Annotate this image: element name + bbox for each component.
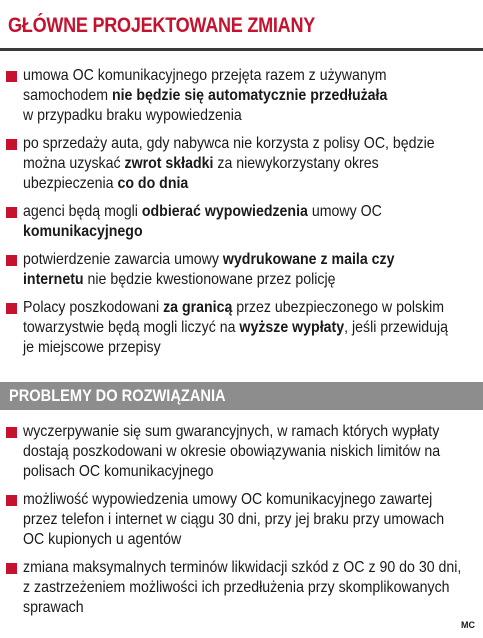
section-header-bar (0, 382, 483, 410)
square-bullet-icon (6, 427, 17, 438)
square-bullet-icon (6, 563, 17, 574)
author-credit: MC (461, 620, 475, 630)
square-bullet-icon (6, 303, 17, 314)
section-title: PROBLEMY DO ROZWIĄZANIA (9, 386, 226, 405)
list-item: umowa OC komunikacyjnego przejęta razem z używanym samochodem nie będzie się automatycznie przedłużała w przypadku braku wypowiedzenia (0, 66, 483, 126)
square-bullet-icon (6, 71, 17, 82)
box-title: GŁÓWNE PROJEKTOWANE ZMIANY (8, 14, 316, 37)
list-item: Polacy poszkodowani za granicą przez ubezpieczonego w polskim towarzystwie będą mogli liczyć na wyższe wypłaty, jeśli przewidują je miejscowe przepisy (0, 298, 483, 358)
list-item: możliwość wypowiedzenia umowy OC komunikacyjnego zawartej przez telefon i internet w ciągu 30 dni, przy jej braku przy umowach OC kupionych u agentów (0, 490, 483, 550)
square-bullet-icon (6, 207, 17, 218)
list-item: wyczerpywanie się sum gwarancyjnych, w ramach których wypłaty dostają poszkodowani w okresie obowiązywania niskich limitów na polisach OC komunikacyjnego (0, 422, 483, 482)
problems-list (0, 422, 483, 626)
square-bullet-icon (6, 139, 17, 150)
changes-list (0, 66, 483, 366)
title-divider (0, 48, 483, 51)
list-item: agenci będą mogli odbierać wypowiedzenia umowy OC komunikacyjnego (0, 202, 483, 242)
list-item: potwierdzenie zawarcia umowy wydrukowane z maila czy internetu nie będzie kwestionowane przez policję (0, 250, 483, 290)
list-item: po sprzedaży auta, gdy nabywca nie korzysta z polisy OC, będzie można uzyskać zwrot składki za niewykorzystany okres ubezpieczenia co do dnia (0, 134, 483, 194)
list-item: zmiana maksymalnych terminów likwidacji szkód z OC z 90 do 30 dni, z zastrzeżeniem możliwości ich przedłużenia przy skomplikowanych sprawach (0, 558, 483, 618)
square-bullet-icon (6, 255, 17, 266)
square-bullet-icon (6, 495, 17, 506)
